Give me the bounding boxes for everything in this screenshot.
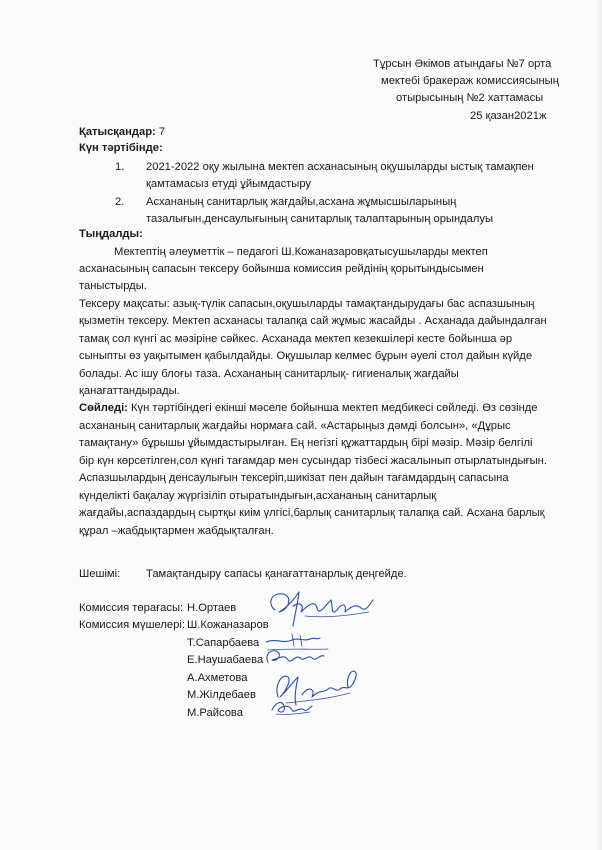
- header-line-3: отырысының №2 хаттамасы: [396, 92, 544, 104]
- spoke-line: асхананың санитарлық жағдайы нормаға сай. «Астарыңыз дәмді болсын», «Дұрыс: [79, 420, 511, 432]
- spoke-line: жағдайы,аспаздардың сыртқы киім үлгісі,барлық санитарлық талапқа сай. Асхана барлық: [79, 507, 545, 519]
- listened-line: асханасының сапасын тексеру бойынша комиссия рейдінің қорытындысымен: [79, 263, 484, 275]
- agenda-item-2-number: 2.: [115, 196, 125, 208]
- participants-value: 7: [155, 126, 166, 138]
- listened-heading: Тыңдалды:: [79, 228, 143, 240]
- commission-chair-name: Н.Ортаев: [187, 602, 237, 614]
- page-edge: [596, 0, 602, 850]
- signature-chair: [265, 586, 380, 632]
- agenda-item-1-line-1: 2021-2022 оқу жылына мектеп асханасының оқушыларды ыстық тамақпен: [146, 161, 534, 173]
- listened-line: болады. Ас ішу блоғы таза. Асхананың санитарлық- гигиеналық жағдайы: [79, 368, 459, 380]
- spoke-line: бір күн көрсетілген,сол күнгі тағамдар мен сусындар тізбесі жасалынып отырлатындығын.: [79, 455, 547, 467]
- commission-chair-label: Комиссия төрағасы:: [79, 602, 184, 614]
- listened-line: қызметін тексеру. Мектеп асханасы талапқа сай жұмыс жасайды . Асханада дайындалған: [79, 315, 547, 327]
- decision-label: Шешімі:: [79, 568, 121, 580]
- listened-line: Тексеру мақсаты: азық-түлік сапасын,оқушыларды тамақтандырудағы бас аспазшының: [79, 298, 535, 310]
- agenda-item-1-number: 1.: [115, 161, 125, 173]
- commission-member: М.Райсова: [187, 707, 243, 719]
- spoke-line: Аспазшылардың денсаулығын тексеріп,шикізат пен дайын тағамдардың сапасына: [79, 472, 509, 484]
- agenda-item-1-line-2: қамтамасыз етуді ұйымдастыру: [146, 178, 312, 190]
- commission-member: Е.Наушабаева: [187, 654, 264, 666]
- agenda-item-2-line-1: Асхананың санитарлық жағдайы,асхана жұмысшыларының: [146, 196, 457, 208]
- commission-members-label: Комиссия мүшелері:: [79, 619, 185, 631]
- participants-label: Қатысқандар:: [79, 126, 156, 138]
- listened-line: тамақ сол күнгі ас мәзіріне сәйкес. Асханада мектеп кезекшілері кесте бойынша әр: [79, 333, 513, 345]
- spoke-label: Сөйледі:: [79, 402, 128, 414]
- commission-member: М.Жілдебаев: [187, 689, 256, 701]
- spoke-line-1: [79, 400, 538, 416]
- spoke-line: күнделікті бақалау жүргізіліп отыратындығын,асхананың санитарлық: [79, 490, 437, 502]
- decision-text: Тамақтандыру сапасы қанағаттанарлық деңгейде.: [146, 568, 407, 580]
- listened-line: сыныпты өз уақытымен қабылдайды. Оқушылар келмес бұрын әуелі стол дайын күйде: [79, 350, 533, 362]
- listened-line: қанағаттандырады.: [79, 385, 180, 397]
- header-line-2: мектебі бракераж комиссиясының: [381, 75, 559, 87]
- agenda-item-2-line-2: тазалығын,денсаулығының санитарлық талаптарының орындалуы: [146, 213, 494, 225]
- spoke-line: тамақтану» бұрышы ұйымдастырылған. Ең негізгі құжаттардың бірі мәзір. Мәзір белгілі: [79, 437, 533, 449]
- spoke-text: Күн тәртібіндегі екінші мәселе бойынша мектеп медбикесі сөйледі. Өз сөзінде: [127, 402, 538, 414]
- participants: [79, 124, 165, 140]
- commission-member: Т.Сапарбаева: [187, 637, 260, 649]
- commission-member: А.Ахметова: [187, 672, 248, 684]
- header-date: 25 қазан2021ж: [470, 110, 547, 122]
- agenda-heading: Күн тәртібінде:: [79, 142, 163, 154]
- header-line-1: Тұрсын Әкімов атындағы №7 орта: [373, 58, 552, 70]
- listened-line: Мектептің әлеуметтік – педагогі Ш.Кожаназаровқатысушыларды мектеп: [114, 246, 488, 258]
- spoke-line: құрал –жабдықтармен жабдықталған.: [79, 525, 274, 537]
- signature-member-6: [266, 696, 316, 718]
- signature-member-2: [262, 646, 332, 668]
- commission-member: Ш.Кожаназаров: [187, 619, 269, 631]
- listened-line: таныстырды.: [79, 280, 147, 292]
